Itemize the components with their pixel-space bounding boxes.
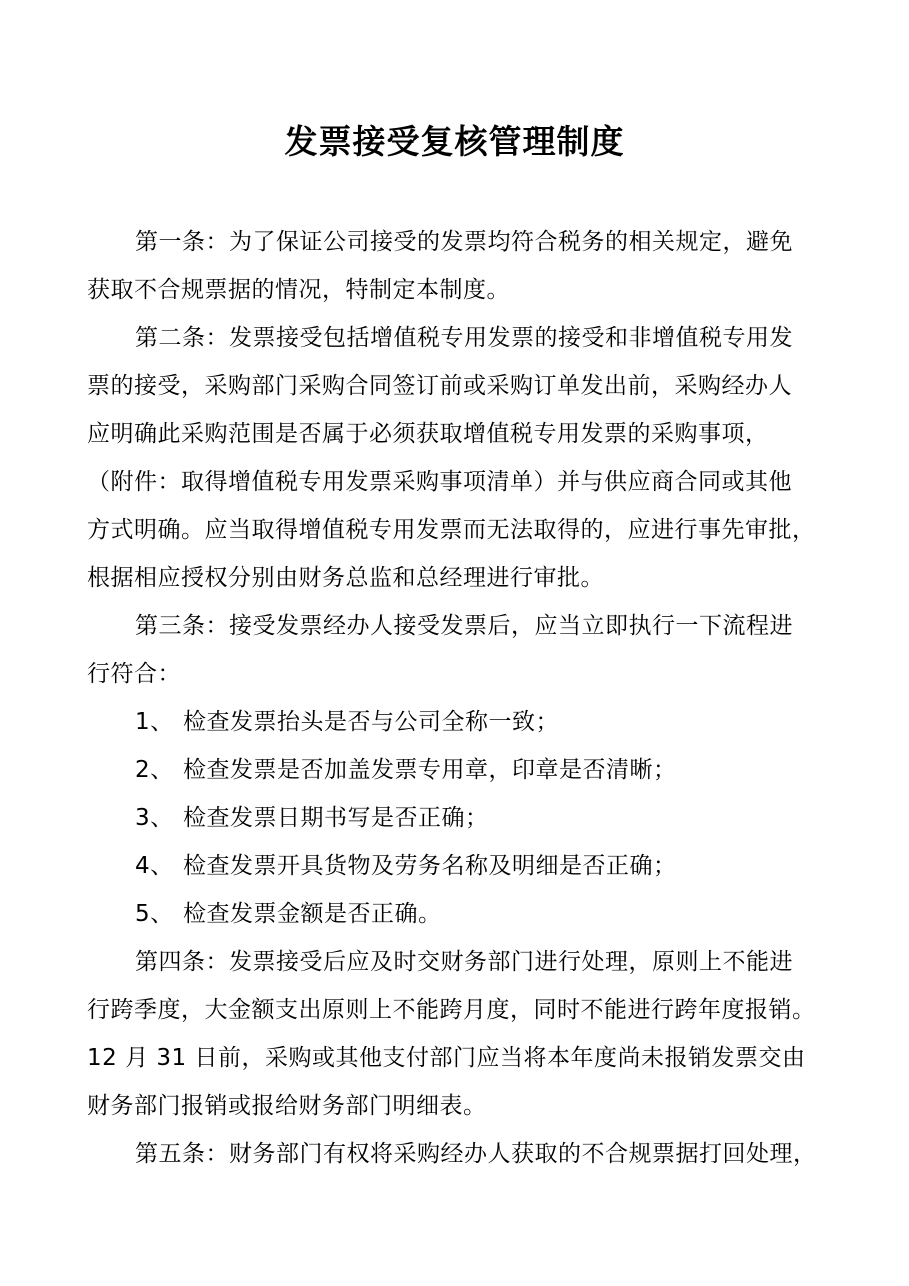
article-5: [87, 1130, 847, 1178]
checklist-item: [87, 842, 847, 890]
checklist-text: 检查发票抬头是否与公司全称一致；: [183, 709, 559, 735]
article-1: [87, 218, 847, 314]
checklist-number: 4、: [135, 853, 174, 879]
checklist-text: 检查发票是否加盖发票专用章，印章是否清晰；: [183, 757, 677, 783]
article-2: [87, 314, 847, 602]
checklist-item: [87, 698, 847, 746]
checklist-number: 3、: [135, 805, 174, 831]
checklist: [87, 698, 847, 938]
article-line: 第二条：发票接受包括增值税专用发票的接受和非增值税专用发: [135, 325, 793, 351]
article-line: 第三条：接受发票经办人接受发票后，应当立即执行一下流程进: [135, 613, 793, 639]
checklist-text: 检查发票金额是否正确。: [183, 901, 442, 927]
article-line: 12 月 31 日前，采购或其他支付部门应当将本年度尚未报销发票交由: [87, 1045, 806, 1071]
article-4: [87, 938, 847, 1130]
article-line: 行跨季度，大金额支出原则上不能跨月度，同时不能进行跨年度报销。: [87, 997, 816, 1023]
article-line: 获取不合规票据的情况，特制定本制度。: [87, 277, 510, 303]
document-title: 发票接受复核管理制度: [284, 122, 625, 161]
checklist-item: [87, 746, 847, 794]
article-line: 行符合：: [87, 661, 181, 687]
document-body: [87, 218, 847, 1178]
article-line: 方式明确。应当取得增值税专用发票而无法取得的，应进行事先审批，: [87, 517, 816, 543]
checklist-text: 检查发票日期书写是否正确；: [183, 805, 489, 831]
article-line: 第一条：为了保证公司接受的发票均符合税务的相关规定，避免: [135, 229, 793, 255]
article-line: 第五条：财务部门有权将采购经办人获取的不合规票据打回处理，: [135, 1141, 817, 1167]
article-3: [87, 602, 847, 698]
article-line: 票的接受，采购部门采购合同签订前或采购订单发出前，采购经办人: [87, 373, 792, 399]
checklist-item: [87, 794, 847, 842]
checklist-item: [87, 890, 847, 938]
checklist-text: 检查发票开具货物及劳务名称及明细是否正确；: [183, 853, 677, 879]
article-line: 第四条：发票接受后应及时交财务部门进行处理，原则上不能进: [135, 949, 793, 975]
checklist-number: 2、: [135, 757, 174, 783]
article-line: 财务部门报销或报给财务部门明细表。: [87, 1093, 487, 1119]
checklist-number: 5、: [135, 901, 174, 927]
checklist-number: 1、: [135, 709, 174, 735]
article-line: 根据相应授权分别由财务总监和总经理进行审批。: [87, 565, 604, 591]
article-line: 应明确此采购范围是否属于必须获取增值税专用发票的采购事项，: [87, 421, 769, 447]
article-line: （附件：取得增值税专用发票采购事项清单）并与供应商合同或其他: [87, 469, 792, 495]
